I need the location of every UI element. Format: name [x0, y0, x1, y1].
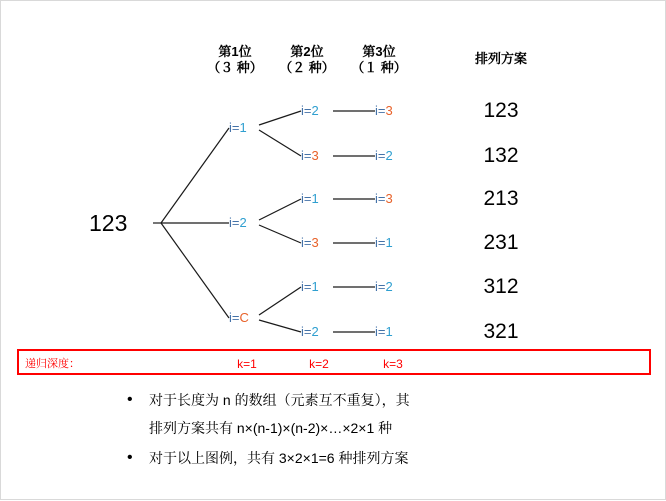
tree-node-l3-4-eq: i=	[375, 235, 386, 250]
result-5: 312	[483, 275, 519, 298]
column-header-3	[341, 44, 417, 76]
tree-node-l1-2-value: 2	[239, 215, 247, 230]
tree-node-l3-2-value: 2	[385, 148, 393, 163]
tree-node-l2-5	[301, 279, 319, 294]
tree-node-l3-3	[375, 191, 393, 206]
tree-node-l1-1-eq: i=	[229, 120, 240, 135]
tree-node-l2-4-value: 3	[311, 235, 319, 250]
tree-node-l3-1-value: 3	[385, 103, 393, 118]
tree-node-l3-1	[375, 103, 393, 118]
tree-node-l1-3-value: C	[239, 310, 249, 325]
tree-node-l3-6	[375, 324, 393, 339]
tree-node-l2-5-value: 1	[311, 279, 319, 294]
results-header: 排列方案	[474, 51, 527, 66]
tree-node-l3-5-value: 2	[385, 279, 393, 294]
tree-node-l1-2-eq: i=	[229, 215, 240, 230]
note-2-line-1: 对于以上图例，共有 3×2×1=6 种排列方案	[149, 450, 409, 466]
tree-node-l3-3-value: 3	[385, 191, 393, 206]
tree-node-l3-4	[375, 235, 393, 250]
recursion-depth-label: 递归深度：	[25, 358, 80, 370]
column-header-2-title: 第2位	[290, 44, 324, 59]
tree-node-l2-1	[301, 103, 319, 118]
column-header-3-title: 第3位	[362, 44, 396, 59]
note-1-bullet: •	[127, 391, 133, 408]
tree-node-l3-4-value: 1	[385, 235, 393, 250]
tree-node-l2-1-eq: i=	[301, 103, 312, 118]
column-header-3-sub: （１ 种）	[351, 60, 407, 75]
column-header-1	[197, 44, 273, 76]
tree-node-l1-2	[229, 215, 247, 230]
column-header-2-sub: （２ 种）	[279, 60, 335, 75]
tree-node-l2-3-eq: i=	[301, 191, 312, 206]
tree-node-l2-6	[301, 324, 319, 339]
root-node: 123	[89, 210, 128, 236]
tree-node-l2-2	[301, 148, 319, 163]
tree-node-l2-2-value: 3	[311, 148, 319, 163]
tree-node-l3-1-eq: i=	[375, 103, 386, 118]
tree-node-l3-6-eq: i=	[375, 324, 386, 339]
tree-node-l2-4-eq: i=	[301, 235, 312, 250]
tree-node-l3-2	[375, 148, 393, 163]
tree-node-l2-3-value: 1	[311, 191, 319, 206]
depth-mark-k2: k=2	[309, 357, 329, 371]
result-6: 321	[483, 320, 519, 343]
tree-node-l2-3	[301, 191, 319, 206]
tree-node-l2-4	[301, 235, 319, 250]
tree-node-l3-5-eq: i=	[375, 279, 386, 294]
depth-mark-k3: k=3	[383, 357, 403, 371]
tree-node-l1-3-eq: i=	[229, 310, 240, 325]
tree-node-l3-2-eq: i=	[375, 148, 386, 163]
tree-node-l2-5-eq: i=	[301, 279, 312, 294]
note-1-line-1: 对于长度为 n 的数组（元素互不重复），其	[149, 392, 410, 408]
tree-node-l1-1	[229, 120, 247, 135]
recursion-depth-bar	[17, 349, 651, 375]
column-header-2	[269, 44, 345, 76]
tree-node-l3-6-value: 1	[385, 324, 393, 339]
column-header-1-title: 第1位	[218, 44, 252, 59]
tree-node-l3-5	[375, 279, 393, 294]
tree-node-l2-6-value: 2	[311, 324, 319, 339]
tree-node-l2-6-eq: i=	[301, 324, 312, 339]
result-4: 231	[483, 231, 519, 254]
tree-node-l1-3	[229, 310, 249, 325]
tree-node-l2-2-eq: i=	[301, 148, 312, 163]
note-2-bullet: •	[127, 449, 133, 466]
result-3: 213	[483, 187, 519, 210]
result-2: 132	[483, 144, 519, 167]
tree-node-l2-1-value: 2	[311, 103, 319, 118]
depth-mark-k1: k=1	[237, 357, 257, 371]
tree-node-l3-3-eq: i=	[375, 191, 386, 206]
result-1: 123	[483, 99, 519, 122]
note-1-line-2: 排列方案共有 n×(n-1)×(n-2)×…×2×1 种	[149, 420, 393, 436]
tree-node-l1-1-value: 1	[239, 120, 247, 135]
column-header-1-sub: （３ 种）	[207, 60, 263, 75]
